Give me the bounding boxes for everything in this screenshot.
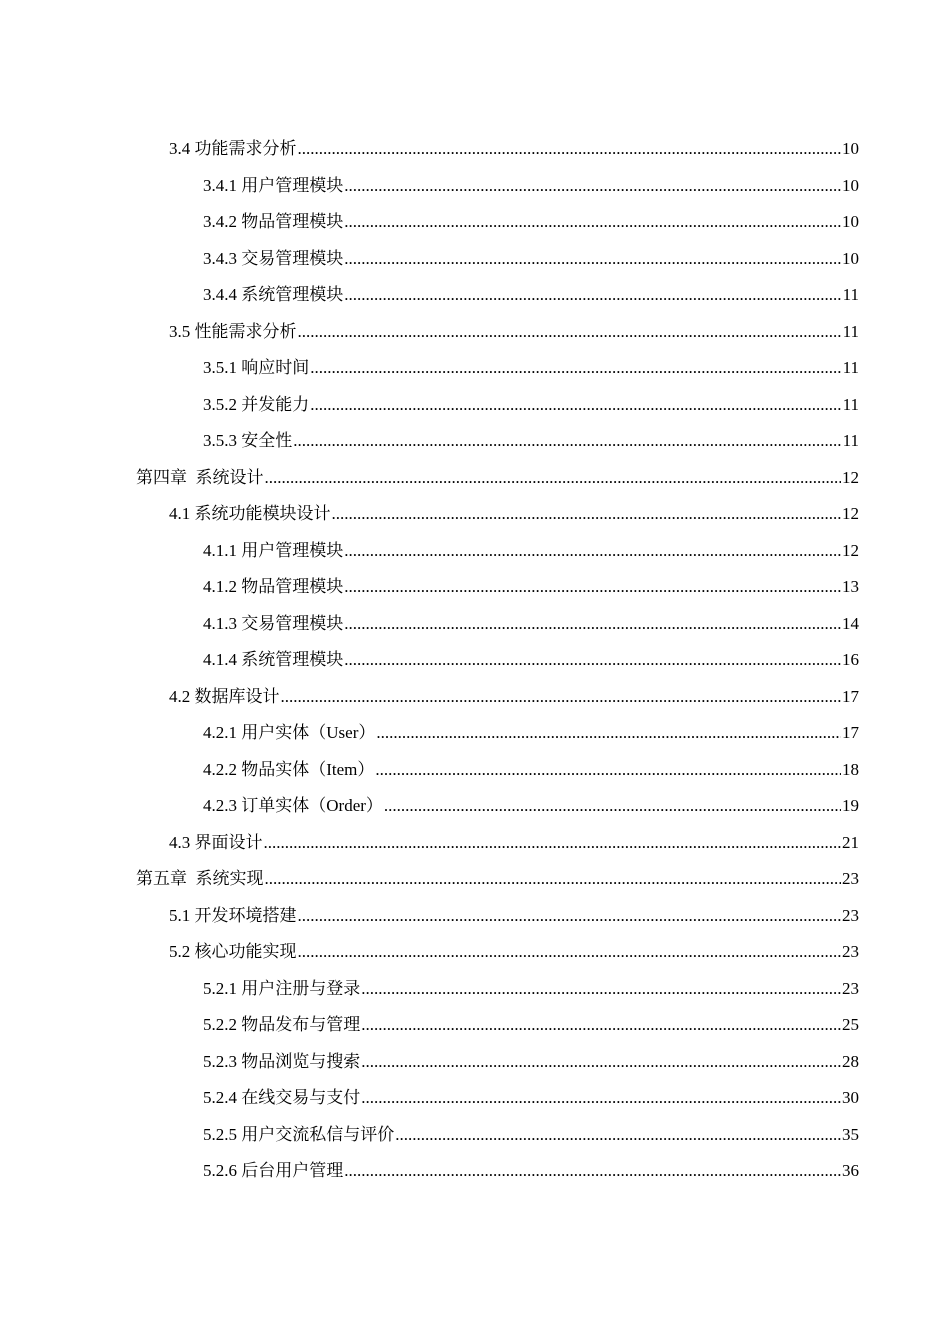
toc-leader-dots <box>344 204 841 241</box>
toc-entry-title: 3.4.1 用户管理模块 <box>203 175 344 195</box>
toc-leader-dots <box>281 679 842 716</box>
toc-entry-page: 12 <box>842 504 859 523</box>
toc-leader-dots <box>310 387 841 424</box>
toc-leader-dots <box>298 314 842 351</box>
toc-entry-page: 35 <box>842 1124 859 1144</box>
toc-entry[interactable] <box>0 898 950 935</box>
toc-entry-title: 5.1 开发环境搭建 <box>169 905 297 925</box>
toc-leader-dots <box>344 241 841 278</box>
toc-entry[interactable] <box>0 533 950 570</box>
toc-entry-title: 5.2.6 后台用户管理 <box>203 1161 344 1180</box>
toc-leader-dots <box>344 569 841 606</box>
toc-entry-page: 11 <box>842 394 859 414</box>
toc-entry-page: 12 <box>842 467 859 487</box>
toc-entry-page: 21 <box>842 832 859 852</box>
toc-leader-dots <box>376 715 841 752</box>
toc-entry[interactable] <box>0 971 950 1008</box>
toc-entry-page: 18 <box>842 759 859 779</box>
toc-entry-title: 3.5 性能需求分析 <box>169 321 297 341</box>
toc-entry-title: 4.2.3 订单实体（Order） <box>203 796 383 815</box>
toc-entry[interactable] <box>0 131 950 168</box>
toc-leader-dots <box>361 971 841 1008</box>
toc-entry-title: 3.4 功能需求分析 <box>169 139 297 158</box>
toc-entry-page: 28 <box>842 1051 859 1071</box>
toc-entry-page: 17 <box>842 686 859 706</box>
toc-entry-page: 17 <box>842 723 859 742</box>
toc-leader-dots <box>375 752 841 789</box>
toc-leader-dots <box>298 131 842 168</box>
toc-entry-title: 3.5.3 安全性 <box>203 431 293 450</box>
toc-entry[interactable] <box>0 423 950 460</box>
toc-entry-page: 10 <box>842 175 859 195</box>
toc-entry[interactable] <box>0 1044 950 1081</box>
toc-entry-title: 3.4.2 物品管理模块 <box>203 212 344 231</box>
toc-entry-title: 5.2.4 在线交易与支付 <box>203 1088 361 1107</box>
toc-entry-page: 25 <box>842 1015 859 1034</box>
toc-entry-title: 4.2.2 物品实体（Item） <box>203 759 375 779</box>
toc-entry-page: 30 <box>842 1088 859 1107</box>
toc-entry[interactable] <box>0 204 950 241</box>
toc-entry-title: 3.4.3 交易管理模块 <box>203 248 344 268</box>
toc-leader-dots <box>344 642 841 679</box>
toc-entry-page: 19 <box>842 796 859 815</box>
toc-entry[interactable] <box>0 825 950 862</box>
toc-leader-dots <box>361 1007 841 1044</box>
toc-entry-title: 5.2.3 物品浏览与搜索 <box>203 1051 361 1071</box>
toc-leader-dots <box>344 277 841 314</box>
toc-leader-dots <box>264 825 842 862</box>
toc-leader-dots <box>298 934 842 971</box>
toc-leader-dots <box>344 1153 841 1190</box>
toc-entry[interactable] <box>0 934 950 971</box>
toc-entry-title: 4.2 数据库设计 <box>169 686 280 706</box>
toc-chapter-entry[interactable] <box>0 460 950 497</box>
toc-entry-page: 16 <box>842 650 859 669</box>
toc-entry[interactable] <box>0 788 950 825</box>
toc-entry-title: 第五章 系统实现 <box>136 869 264 888</box>
toc-entry-page: 10 <box>842 212 859 231</box>
toc-entry[interactable] <box>0 277 950 314</box>
toc-entry-title: 3.5.1 响应时间 <box>203 358 310 377</box>
toc-entry-title: 4.1.2 物品管理模块 <box>203 577 344 596</box>
toc-leader-dots <box>265 861 842 898</box>
toc-entry-title: 4.1.1 用户管理模块 <box>203 540 344 560</box>
toc-leader-dots <box>344 168 841 205</box>
toc-entry[interactable] <box>0 387 950 424</box>
toc-entry[interactable] <box>0 314 950 351</box>
toc-entry-title: 4.2.1 用户实体（User） <box>203 723 376 742</box>
toc-leader-dots <box>332 496 842 533</box>
toc-entry-page: 12 <box>842 540 859 560</box>
toc-leader-dots <box>384 788 841 825</box>
toc-entry[interactable] <box>0 1080 950 1117</box>
toc-entry-title: 4.1.4 系统管理模块 <box>203 650 344 669</box>
toc-entry-page: 13 <box>842 577 859 596</box>
toc-entry-page: 11 <box>842 321 859 341</box>
toc-chapter-entry[interactable] <box>0 861 950 898</box>
toc-entry-title: 3.5.2 并发能力 <box>203 394 310 414</box>
toc-entry-page: 14 <box>842 613 859 633</box>
toc-leader-dots <box>395 1117 841 1154</box>
toc-leader-dots <box>298 898 842 935</box>
toc-entry-title: 第四章 系统设计 <box>136 467 264 487</box>
toc-leader-dots <box>361 1044 841 1081</box>
toc-leader-dots <box>265 460 842 497</box>
toc-entry[interactable] <box>0 679 950 716</box>
toc-entry[interactable] <box>0 569 950 606</box>
toc-leader-dots <box>293 423 841 460</box>
toc-entry[interactable] <box>0 715 950 752</box>
toc-entry-page: 23 <box>842 942 859 961</box>
toc-entry-title: 4.1 系统功能模块设计 <box>169 504 331 523</box>
toc-entry-page: 23 <box>842 905 859 925</box>
toc-entry-page: 11 <box>842 431 859 450</box>
table-of-contents <box>0 131 950 1190</box>
toc-entry-title: 4.3 界面设计 <box>169 832 263 852</box>
toc-entry[interactable] <box>0 350 950 387</box>
toc-entry-page: 23 <box>842 869 859 888</box>
toc-leader-dots <box>361 1080 841 1117</box>
toc-entry-title: 3.4.4 系统管理模块 <box>203 285 344 304</box>
toc-entry[interactable] <box>0 606 950 643</box>
toc-entry-title: 5.2.5 用户交流私信与评价 <box>203 1124 395 1144</box>
toc-entry[interactable] <box>0 496 950 533</box>
toc-entry-page: 10 <box>842 248 859 268</box>
toc-entry-page: 11 <box>842 285 859 304</box>
toc-entry[interactable] <box>0 1117 950 1154</box>
toc-entry-title: 4.1.3 交易管理模块 <box>203 613 344 633</box>
toc-entry-title: 5.2.2 物品发布与管理 <box>203 1015 361 1034</box>
toc-entry-page: 23 <box>842 978 859 998</box>
toc-entry[interactable] <box>0 168 950 205</box>
toc-entry[interactable] <box>0 1007 950 1044</box>
toc-entry-title: 5.2.1 用户注册与登录 <box>203 978 361 998</box>
toc-entry-page: 10 <box>842 139 859 158</box>
toc-entry[interactable] <box>0 752 950 789</box>
toc-entry-page: 36 <box>842 1161 859 1180</box>
toc-entry[interactable] <box>0 1153 950 1190</box>
toc-leader-dots <box>344 533 841 570</box>
toc-entry-page: 11 <box>842 358 859 377</box>
toc-entry[interactable] <box>0 642 950 679</box>
toc-leader-dots <box>344 606 841 643</box>
toc-leader-dots <box>310 350 841 387</box>
toc-entry[interactable] <box>0 241 950 278</box>
toc-entry-title: 5.2 核心功能实现 <box>169 942 297 961</box>
